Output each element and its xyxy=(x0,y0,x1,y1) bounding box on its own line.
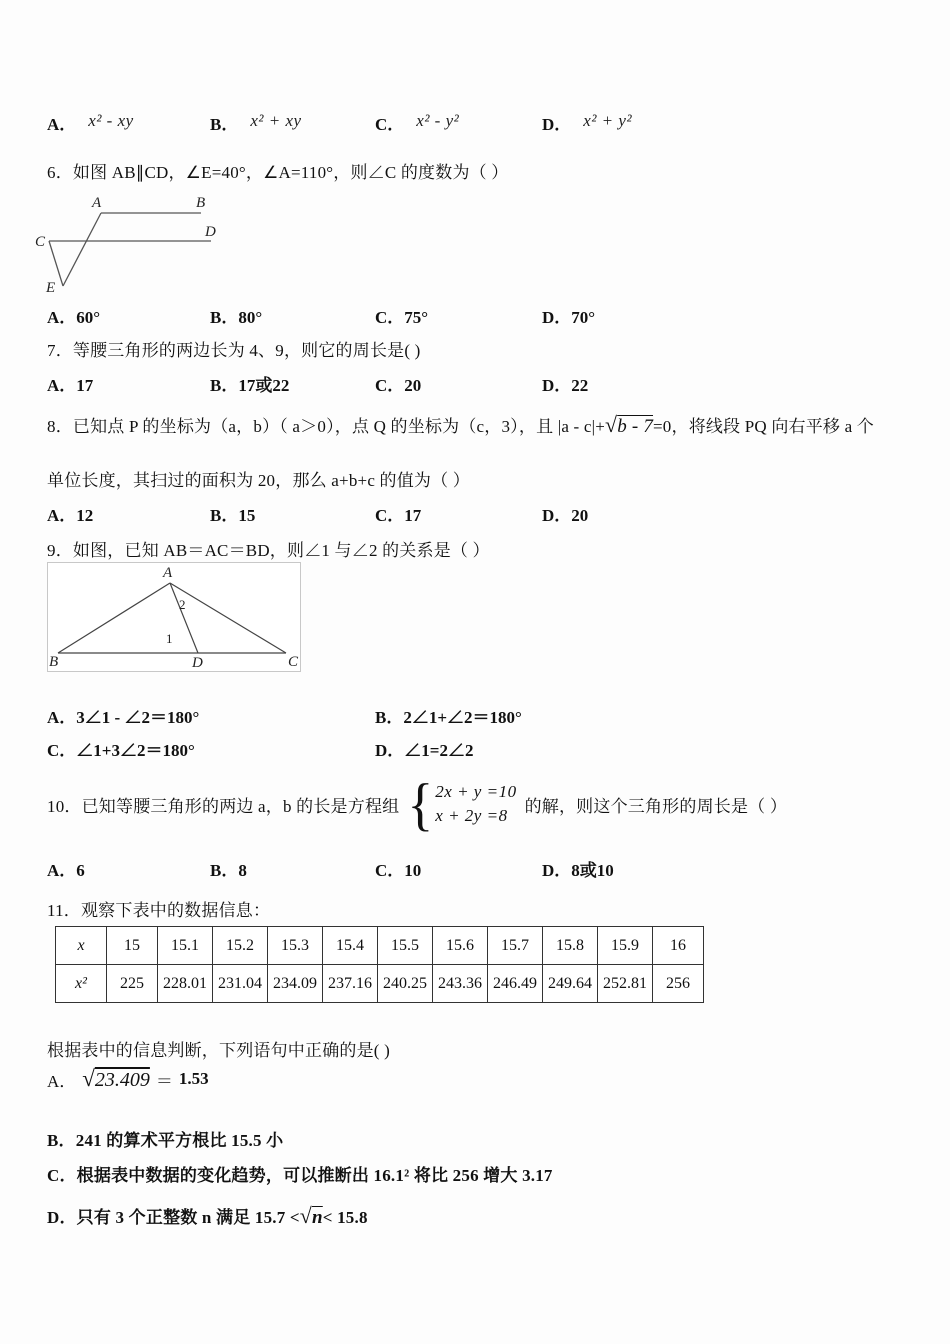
q11-option-a-equals: ＝ xyxy=(155,1071,173,1091)
table-cell: 15.3 xyxy=(268,927,323,965)
q10-equation-system xyxy=(407,771,517,837)
table-cell: 15.5 xyxy=(378,927,433,965)
q6-option-c: C．75° xyxy=(375,308,429,327)
q11-judge-text: 根据表中的信息判断，下列语句中正确的是( ) xyxy=(47,1041,390,1060)
q11-option-a-radical-symbol: √ xyxy=(82,1066,95,1091)
q11-option-a xyxy=(47,1066,209,1092)
table-cell: 15.2 xyxy=(213,927,268,965)
q9-option-a: A．3∠1 - ∠2＝180° xyxy=(47,708,200,727)
q6-options-row xyxy=(47,303,907,328)
q11-option-d-post: < 15.8 xyxy=(322,1208,368,1227)
q10-options-row xyxy=(47,856,907,881)
q5-option-a xyxy=(47,110,210,135)
q9-stem: 9．如图，已知 AB＝AC＝BD，则∠1 与∠2 的关系是（ ） xyxy=(47,541,490,560)
q9-line-ac xyxy=(170,583,286,653)
table-row-x-squared xyxy=(56,965,704,1003)
q9-options-row1 xyxy=(47,703,907,728)
q7-option-b: B．17或22 xyxy=(210,376,290,395)
q5-options-row xyxy=(47,110,907,135)
table-cell: 231.04 xyxy=(213,965,268,1003)
q10-stem-pre: 10．已知等腰三角形的两边 a，b 的长是方程组 xyxy=(47,796,400,816)
q5-option-c xyxy=(375,110,542,135)
q7-option-c: C．20 xyxy=(375,376,422,395)
q6-option-a: A．60° xyxy=(47,308,101,327)
q5-option-b-label: B． xyxy=(210,115,239,134)
table-cell: 252.81 xyxy=(598,965,653,1003)
q11-option-a-radical xyxy=(82,1066,150,1092)
table-cell: 225 xyxy=(107,965,158,1003)
q5-option-b-formula: x² + xy xyxy=(250,111,302,130)
q5-option-a-label: A． xyxy=(47,115,77,134)
table-cell: 15.6 xyxy=(433,927,488,965)
q9-label-a: A xyxy=(163,565,173,581)
q5-option-d-label: D． xyxy=(542,115,572,134)
table-cell: 240.25 xyxy=(378,965,433,1003)
q9-label-angle2: 2 xyxy=(179,597,186,612)
q6-option-b: B．80° xyxy=(210,308,263,327)
q8-stem-line1-post: =0，将线段 PQ 向右平移 a 个 xyxy=(653,417,874,436)
q8-option-a: A．12 xyxy=(47,506,94,525)
q8-radical xyxy=(604,413,654,437)
q10-equation-1: 2x + y =10 xyxy=(435,782,517,801)
q5-option-d-formula: x² + y² xyxy=(583,111,633,130)
q9-label-angle1: 1 xyxy=(166,631,173,646)
q6-stem: 6．如图 AB∥CD，∠E=40°，∠A=110°，则∠C 的度数为（ ） xyxy=(47,163,509,182)
table-cell: 15.8 xyxy=(543,927,598,965)
q6-label-c: C xyxy=(35,234,46,250)
q8-stem-line1 xyxy=(47,412,874,438)
q6-label-e: E xyxy=(46,280,56,296)
q9-line-ba xyxy=(58,583,170,653)
table-cell: 234.09 xyxy=(268,965,323,1003)
q11-option-d-pre: D．只有 3 个正整数 n 满足 15.7 < xyxy=(47,1208,300,1227)
q6-label-a: A xyxy=(92,195,102,211)
q11-option-d-radical xyxy=(299,1204,323,1228)
q9-label-c: C xyxy=(288,654,299,670)
q8-option-c: C．17 xyxy=(375,506,422,525)
q5-option-b xyxy=(210,110,375,135)
q8-stem-line2: 单位长度，其扫过的面积为 20，那么 a+b+c 的值为（ ） xyxy=(47,471,470,490)
q11-option-d-radicand: n xyxy=(311,1207,323,1228)
q8-options-row xyxy=(47,501,907,526)
q8-radicand: b - 7 xyxy=(617,416,654,437)
table-cell: 256 xyxy=(653,965,704,1003)
table-cell: 237.16 xyxy=(323,965,378,1003)
q9-option-c: C．∠1+3∠2＝180° xyxy=(47,741,195,760)
q10-equation-2: x + 2y =8 xyxy=(435,806,508,825)
q11-option-a-value: 1.53 xyxy=(178,1069,209,1088)
table-cell: x xyxy=(56,927,107,965)
q9-options-row2 xyxy=(47,736,907,761)
table-row-x xyxy=(56,927,704,965)
q5-option-a-formula: x² - xy xyxy=(88,111,134,130)
q8-stem-line1-pre: 8．已知点 P 的坐标为（a，b）（ a＞0），点 Q 的坐标为（c，3），且 |a - c|+ xyxy=(47,417,605,436)
q9-label-d: D xyxy=(192,655,203,671)
q10-option-c: C．10 xyxy=(375,861,422,880)
q5-option-c-label: C． xyxy=(375,115,405,134)
table-cell: x² xyxy=(56,965,107,1003)
q11-option-d xyxy=(47,1203,368,1229)
table-cell: 15 xyxy=(107,927,158,965)
q10-option-b: B．8 xyxy=(210,861,247,880)
table-cell: 246.49 xyxy=(488,965,543,1003)
q10-equations xyxy=(435,782,516,826)
q6-line-ae xyxy=(63,213,101,286)
table-cell: 15.7 xyxy=(488,927,543,965)
q11-option-a-label: A． xyxy=(47,1071,77,1091)
table-cell: 249.64 xyxy=(543,965,598,1003)
q9-label-b: B xyxy=(49,654,59,670)
q11-data-table xyxy=(55,926,704,1003)
q10-option-a: A．6 xyxy=(47,861,85,880)
q6-label-d: D xyxy=(205,224,216,240)
table-cell: 15.4 xyxy=(323,927,378,965)
q9-option-b: B．2∠1+∠2＝180° xyxy=(375,708,522,727)
q7-option-a: A．17 xyxy=(47,376,94,395)
q7-option-d: D．22 xyxy=(542,376,589,395)
q6-label-b: B xyxy=(196,195,206,211)
q9-line-ad xyxy=(170,583,198,653)
q7-stem: 7．等腰三角形的两边长为 4、9，则它的周长是( ) xyxy=(47,341,421,360)
q6-option-d: D．70° xyxy=(542,308,596,327)
q10-stem-post: 的解，则这个三角形的周长是（ ） xyxy=(524,796,788,816)
q10-stem-row xyxy=(47,770,787,838)
q11-option-d-radical-symbol: √ xyxy=(299,1204,312,1228)
table-cell: 228.01 xyxy=(158,965,213,1003)
q8-radical-symbol: √ xyxy=(604,413,618,437)
q11-option-b: B．241 的算术平方根比 15.5 小 xyxy=(47,1131,284,1150)
q10-brace: { xyxy=(407,771,434,837)
q11-stem: 11．观察下表中的数据信息： xyxy=(47,901,271,920)
q10-option-d: D．8或10 xyxy=(542,861,614,880)
q11-option-c: C．根据表中数据的变化趋势，可以推断出 16.1² 将比 256 增大 3.17 xyxy=(47,1166,553,1185)
table-cell: 15.9 xyxy=(598,927,653,965)
table-cell: 16 xyxy=(653,927,704,965)
q9-option-d: D．∠1=2∠2 xyxy=(375,741,474,760)
q6-figure xyxy=(35,186,235,298)
table-cell: 243.36 xyxy=(433,965,488,1003)
table-cell: 15.1 xyxy=(158,927,213,965)
q8-option-d: D．20 xyxy=(542,506,589,525)
q9-figure xyxy=(47,562,301,672)
q5-option-c-formula: x² - y² xyxy=(416,111,460,130)
q5-option-d xyxy=(542,110,907,135)
q8-option-b: B．15 xyxy=(210,506,256,525)
q11-option-a-radicand: 23.409 xyxy=(94,1069,150,1091)
q7-options-row xyxy=(47,371,907,396)
